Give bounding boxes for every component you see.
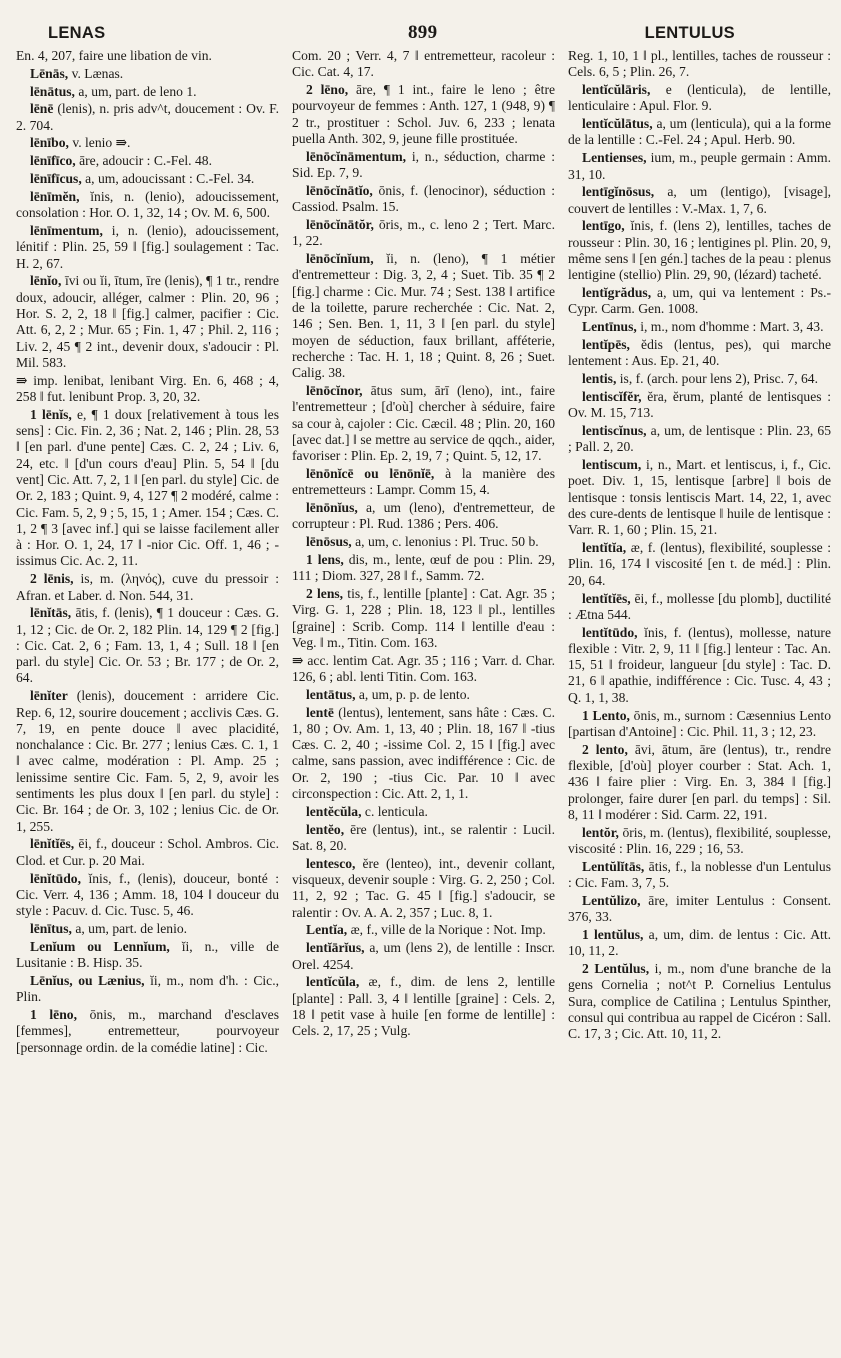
column-3: [568, 48, 831, 1353]
dictionary-entry: [292, 974, 555, 1039]
dictionary-entry: [568, 591, 831, 624]
entry-definition: ōris, m. (lentus), flexibilité, souplesse, viscosité : Plin. 16, 229 ; 16, 53.: [568, 824, 831, 856]
entry-definition: æ, f., ville de la Norique : Not. Imp.: [350, 922, 546, 938]
entry-headword: lentĭpēs,: [582, 337, 630, 353]
entry-headword: lēnĭtūdo,: [30, 870, 81, 886]
left-guide-word: LENAS: [48, 24, 106, 42]
right-guide-word: LENTULUS: [644, 24, 735, 42]
dictionary-entry: [16, 135, 279, 151]
dictionary-entry: [568, 457, 831, 538]
entry-headword: 1 lens,: [306, 551, 344, 567]
entry-headword: lēnōnĭus,: [306, 500, 358, 516]
entry-definition: ōnis, m., marchand d'esclaves [femmes], entremetteur, pourvoyeur [personnage ordin. de la comédie latine] : Cic.: [16, 1006, 279, 1055]
dictionary-entry: [568, 540, 831, 589]
entry-headword: lēnōcĭnāmentum,: [306, 148, 407, 164]
dictionary-entry: [568, 150, 831, 183]
entry-definition: a, um, part. de leno 1.: [78, 83, 197, 99]
dictionary-entry: [292, 149, 555, 182]
entry-definition: ĕre (lenteo), int., devenir collant, visqueux, devenir souple : Virg. G. 2, 250 ; Col. 11, 2, 92 ; Tac. G. 45 ‖ [fig.] s'adoucir, se ralentir : Ov. A. A. 2, 357 ; Luc. 8, 1.: [292, 855, 555, 920]
entry-definition: æ, f. (lentus), flexibilité, souplesse : Plin. 16, 174 ‖ viscosité [en t. de méd.] : Plin. 20, 64.: [568, 540, 831, 588]
dictionary-entry: [16, 871, 279, 920]
dictionary-entry: [292, 383, 555, 464]
entry-headword: lentiscĭfĕr,: [582, 388, 642, 404]
dictionary-entry: [292, 534, 555, 550]
entry-definition: (lenis), doucement : arridere Cic. Rep. 6, 12, sourire doucement ; acclivis Cæs. G. 7, 19, en pente douce ‖ avec placidité, nonchalance : Cic. Br. 277 ; lenius Cæs. C. 1, 1 ‖ avec calme, modération : Pl. Amp. 25 ; lenissime sentire Cic. Fam. 5, 2, 9, avoir les sentiments les plus doux ‖ [en parl. du style] : Cic. Br. 164 ; de Or. 3, 102 ; lenius Cic. de Or. 1, 255.: [16, 688, 279, 834]
entry-definition: a, um, c. lenonius : Pl. Truc. 50 b.: [355, 534, 539, 550]
entry-headword: lēnĭo,: [30, 273, 62, 289]
entry-headword: 2 Lentŭlus,: [582, 961, 650, 977]
entry-headword: lentiscĭnus,: [582, 423, 647, 439]
dictionary-entry: [16, 171, 279, 187]
entry-definition: tis, f., lentille [plante] : Cat. Agr. 35 ; Virg. G. 1, 228 ; Plin. 18, 123 ‖ pl., lentilles [graine] : Scrib. Comp. 114 ‖ lentille d'eau : Veg. ‖ m., Titin. Com. 163.: [292, 586, 555, 650]
entry-headword: 2 lento,: [582, 741, 628, 757]
entry-headword: Lentīnus,: [582, 319, 637, 335]
dictionary-entry: [568, 319, 831, 335]
dictionary-entry: [292, 217, 555, 250]
dictionary-entry: [568, 218, 831, 283]
dictionary-entry: [568, 893, 831, 926]
entry-definition: Com. 20 ; Verr. 4, 7 ‖ entremetteur, racoleur : Cic. Cat. 4, 17.: [292, 48, 555, 80]
entry-headword: lēnōcĭnātĭo,: [306, 182, 373, 198]
entry-headword: lentĭtĭa,: [582, 540, 627, 556]
entry-headword: lentĕo,: [306, 821, 345, 837]
entry-definition: āre, ¶ 1 int., faire le leno ; être pourvoyeur de femmes : Anth. 127, 1 (948, 9) ¶ 2 tr., prostituer : Schol. Juv. 6, 233 ; lenata puella Anth. 302, 9, jeune fille prostituée.: [292, 82, 555, 146]
dictionary-entry: [568, 389, 831, 422]
entry-headword: lēnīmĕn,: [30, 188, 80, 204]
dictionary-entry: [292, 183, 555, 216]
entry-definition: a, um (leno), d'entremetteur, de corrupteur : Pl. Rud. 1386 ; Pers. 406.: [292, 500, 555, 532]
entry-headword: lēnōcĭnātŏr,: [306, 216, 374, 232]
entry-definition: a, um, dim. de lentus : Cic. Att. 10, 11, 2.: [568, 926, 831, 959]
entry-headword: lentesco,: [306, 855, 356, 871]
entry-definition: i, m., nom d'homme : Mart. 3, 43.: [640, 319, 824, 335]
entry-headword: lentē: [306, 704, 334, 720]
page-number: 899: [408, 22, 438, 43]
dictionary-entry: [16, 101, 279, 134]
dictionary-entry: [16, 84, 279, 100]
entry-definition: a, um, de lentisque : Plin. 23, 65 ; Pall. 2, 20.: [568, 423, 831, 455]
dictionary-entry: [568, 742, 831, 823]
entry-headword: Lēnĭus, ou Lænius,: [30, 972, 145, 988]
dictionary-entry: [16, 1007, 279, 1056]
entry-headword: lēnōcĭnĭum,: [306, 251, 374, 267]
entry-headword: lentĭcŭlāris,: [582, 82, 651, 98]
dictionary-entry: [292, 856, 555, 921]
entry-headword: lēnībo,: [30, 135, 69, 151]
entry-definition: ⇛ acc. lentim Cat. Agr. 35 ; 116 ; Varr. d. Char. 126, 6 ; abl. lenti Titin. Com. 163.: [292, 652, 555, 684]
entry-headword: lentīgĭnōsus,: [582, 184, 655, 200]
dictionary-entry: [16, 605, 279, 686]
dictionary-entry: [568, 625, 831, 706]
column-2: [292, 48, 555, 1353]
entry-definition: a, um, qui va lentement : Ps.-Cypr. Carm. Gen. 1008.: [568, 285, 831, 317]
entry-definition: i, n., Mart. et lentiscus, i, f., Cic. poet. Div. 1, 15, lentisque [arbre] ‖ bois de lentisque : tonsis lentiscis Mart. 14, 22, 1, avec des cure-dents de lentisque ‖ huile de lentisque : Varr. R. 1, 60 ; Plin. 15, 21.: [568, 457, 831, 538]
entry-definition: ĭi, n., ville de Lusitanie : B. Hisp. 35.: [16, 938, 279, 971]
entry-headword: lēnītus,: [30, 920, 72, 936]
entry-definition: ēi, f., douceur : Schol. Ambros. Cic. Clod. et Cur. p. 20 Mai.: [16, 836, 279, 868]
entry-definition: ātis, f., la noblesse d'un Lentulus : Cic. Fam. 3, 7, 5.: [568, 858, 831, 891]
entry-definition: is, m. (ληνός), cuve du pressoir : Afran. et Laber. d. Non. 544, 31.: [16, 571, 279, 603]
entry-headword: Lentŭlĭtās,: [582, 858, 645, 874]
entry-definition: a, um (lens 2), de lentille : Inscr. Orel. 4254.: [292, 940, 555, 972]
entry-definition: æ, f., dim. de lens 2, lentille [plante] : Pall. 3, 4 ‖ lentille [graine] : Cels. 2, 18 ‖ petit vase à huile [en forme de lentille] : Cels. 2, 17, 25 ; Vulg.: [292, 974, 555, 1039]
entry-definition: a, um, part. de lenio.: [75, 920, 188, 936]
dictionary-entry: [568, 48, 831, 81]
entry-headword: Lentienses,: [582, 150, 647, 166]
dictionary-entry: [292, 822, 555, 855]
dictionary-entry: [568, 82, 831, 115]
entry-definition: īvi ou ĭi, ītum, īre (lenis), ¶ 1 tr., rendre doux, adoucir, alléger, calmer : Plin. 20, 96 ; Hor. S. 2, 2, 18 ‖ [fig.] calmer, pacifier : Cic. Att. 6, 2, 2 ; Mur. 65 ; Fin. 1, 47 ; Phil. 2, 116 ; Liv. 2, 45 ¶ 2 int., devenir doux, s'adoucir : Pl. Mil. 583.: [16, 273, 279, 370]
entry-definition: dis, m., lente, œuf de pou : Plin. 29, 111 ; Diom. 327, 28 ‖ f., Samm. 72.: [292, 551, 555, 584]
entry-definition: ĭi, n. (leno), ¶ 1 métier d'entremetteur : Dig. 3, 2, 4 ; Suet. Tib. 35 ¶ 2 [fig.] charme : Cic. Mur. 74 ; Sest. 138 ‖ artifice de la toilette, parure recherchée : Cic. Nat. 2, 146 ; Sen. Ben. 1, 11, 3 ‖ [en parl. du style] moyen de séduction, faux brillant, afféterie, recherche : Tac. H. 1, 18 ; Quint. 8, 26 ; Suet. Calig. 38.: [292, 251, 555, 381]
entry-headword: lentĭtĭēs,: [582, 590, 631, 606]
entry-definition: āre, imiter Lentulus : Consent. 376, 33.: [568, 892, 831, 925]
entry-headword: 2 lēnis,: [30, 571, 74, 587]
dictionary-entry: [16, 571, 279, 604]
dictionary-entry: [16, 836, 279, 869]
dictionary-entry: [568, 116, 831, 149]
entry-definition: āvi, ātum, āre (lentus), tr., rendre flexible, [d'où] ployer courber : Stat. Ach. 1, 436 ‖ faire plier : Virg. En. 3, 384 ‖ [fig.] prolonger, faire durer [en parl. du temps] : Sil. 8, 11 ‖ modérer : Sid. Carm. 22, 191.: [568, 741, 831, 822]
entry-definition: ōnis, m., surnom : Cæsennius Lento [partisan d'Antoine] : Cic. Phil. 11, 3 ; 12, 23.: [568, 707, 831, 739]
dictionary-entry: [568, 859, 831, 892]
entry-definition: ĕra, ĕrum, planté de lentisques : Ov. M. 15, 713.: [568, 388, 831, 421]
entry-definition: ĭnis, f. (lens 2), lentilles, taches de rousseur : Plin. 30, 16 ; lentigines pl. Plin. 20, 9, même sens ‖ [en gén.] taches de la peau : plenus lentigine (stellio) Plin. 29, 90, (lézard) tacheté.: [568, 218, 831, 283]
columns: [16, 48, 831, 1353]
entry-headword: lentis,: [582, 371, 617, 387]
entry-definition: v. lenio ⇛.: [72, 135, 131, 151]
dictionary-entry: [16, 223, 279, 272]
entry-headword: lēnīfīcus,: [30, 171, 82, 187]
dictionary-entry: [292, 586, 555, 651]
entry-headword: lēnĭtās,: [30, 605, 72, 621]
dictionary-entry: [292, 922, 555, 938]
entry-definition: is, f. (arch. pour lens 2), Prisc. 7, 64.: [619, 371, 818, 387]
dictionary-entry: [16, 688, 279, 835]
entry-headword: lēnīfīco,: [30, 153, 76, 169]
entry-definition: i, n., séduction, charme : Sid. Ep. 7, 9.: [292, 148, 555, 181]
dictionary-entry: [568, 285, 831, 318]
entry-headword: lentŏr,: [582, 824, 619, 840]
entry-definition: ōnis, f. (lenocinor), séduction : Cassiod. Psalm. 15.: [292, 182, 555, 215]
dictionary-entry: [568, 927, 831, 960]
entry-definition: ātus sum, ārī (leno), int., faire l'entremetteur ; [d'où] chercher à séduire, faire sa cour à, cajoler : Cic. Cæcil. 48 ; Plin. 20, 160 [avec dat.] ‖ se mettre au service de qqch., aider, favoriser : Plin. Ep. 2, 19, 7 ; Quint. 5, 12, 17.: [292, 382, 555, 464]
entry-headword: lēnĭtĭēs,: [30, 836, 75, 852]
entry-headword: lentĭcŭla,: [306, 974, 360, 990]
entry-definition: Reg. 1, 10, 1 ‖ pl., lentilles, taches de rousseur : Cels. 6, 5 ; Plin. 26, 7.: [568, 48, 831, 80]
dictionary-entry: [292, 500, 555, 533]
entry-definition: e (lenticula), de lentille, lenticulaire : Apul. Flor. 9.: [568, 82, 831, 114]
entry-definition: ēre (lentus), int., se ralentir : Lucil. Sat. 8, 20.: [292, 821, 555, 853]
dictionary-entry: [16, 273, 279, 371]
dictionary-entry: [292, 804, 555, 820]
entry-definition: ātis, f. (lenis), ¶ 1 douceur : Cæs. G. 1, 12 ; Cic. de Or. 2, 182 Plin. 14, 129 ¶ 2 [fig.] : Cic. Cat. 2, 6 ; Fam. 13, 1, 4 ; Sull. 18 ‖ [en parl. du style] Cic. Or. 53 ; Br. 177 ; de Or. 2, 64.: [16, 605, 279, 686]
entry-headword: lentĕcŭla,: [306, 803, 362, 819]
entry-headword: lēnĭter: [30, 688, 68, 704]
dictionary-entry: [568, 184, 831, 217]
dictionary-entry: [292, 940, 555, 973]
entry-definition: (lenis), n. pris adv^t, doucement : Ov. F. 2. 704.: [16, 101, 279, 133]
entry-headword: 1 lentŭlus,: [582, 926, 644, 942]
entry-definition: ium, m., peuple germain : Amm. 31, 10.: [568, 150, 831, 182]
entry-definition: ĕdis (lentus, pes), qui marche lentement : Aus. Ep. 21, 40.: [568, 337, 831, 369]
dictionary-entry: [292, 82, 555, 147]
dictionary-entry: [568, 423, 831, 456]
entry-headword: Lēnās,: [30, 65, 69, 81]
entry-headword: lentĭtūdo,: [582, 624, 638, 640]
entry-headword: lēnīmentum,: [30, 222, 103, 238]
entry-definition: ĭnis, f., (lenis), douceur, bonté : Cic. Verr. 4, 136 ; Amm. 18, 104 ‖ douceur du style : Pacuv. d. Cic. Tusc. 5, 46.: [16, 870, 279, 919]
entry-definition: (lentus), lentement, sans hâte : Cæs. C. 1, 80 ; Ov. Am. 1, 13, 40 ; Plin. 18, 167 ‖ -tius Cæs. C. 2, 40 ; -issime Col. 2, 15 ‖ [fig.] avec calme, sans passion, avec indifférence : Cic. de Or. 2, 190 ; -tius Cic. Par. 10 ‖ avec circonspection : Cic. Att. 2, 1, 1.: [292, 704, 555, 802]
entry-headword: Lentŭlizo,: [582, 892, 641, 908]
entry-headword: lentĭārĭus,: [306, 940, 365, 956]
entry-headword: Lenĭum ou Lennĭum,: [30, 938, 170, 954]
entry-headword: lēnōsus,: [306, 534, 352, 550]
dictionary-entry: [16, 973, 279, 1006]
dictionary-entry: [568, 825, 831, 858]
dictionary-entry: [16, 189, 279, 222]
entry-definition: āre, adoucir : C.-Fel. 48.: [79, 153, 212, 169]
entry-definition: ĭnis, n. (lenio), adoucissement, consolation : Hor. O. 1, 32, 14 ; Ov. M. 6, 500.: [16, 188, 279, 221]
entry-headword: lēnē: [30, 101, 54, 117]
dictionary-entry: [292, 552, 555, 585]
entry-headword: lentiscum,: [582, 457, 642, 473]
dictionary-entry: [16, 48, 279, 64]
entry-definition: ēi, f., mollesse [du plomb], ductilité : Ætna 544.: [568, 590, 831, 622]
dictionary-entry: [568, 961, 831, 1042]
page-header: [16, 8, 831, 48]
entry-definition: v. Lænas.: [71, 65, 124, 81]
entry-definition: En. 4, 207, faire une libation de vin.: [16, 48, 212, 63]
entry-headword: 1 Lento,: [582, 707, 630, 723]
entry-headword: lēnātus,: [30, 83, 75, 99]
entry-headword: Lentĭa,: [306, 922, 348, 938]
entry-headword: 1 lēno,: [30, 1006, 77, 1022]
entry-definition: ĭi, m., nom d'h. : Cic., Plin.: [16, 972, 279, 1005]
dictionary-entry: [292, 251, 555, 381]
dictionary-entry: [568, 371, 831, 387]
entry-headword: lentātus,: [306, 686, 356, 702]
dictionary-entry: [292, 466, 555, 499]
entry-headword: 2 lēno,: [306, 82, 349, 98]
entry-definition: e, ¶ 1 doux [relativement à tous les sens] : Cic. Fin. 2, 36 ; Nat. 2, 146 ; Plin. 28, 53 ‖ [en parl. d'une pente] Cæs. C. 2, 24 ; Liv. 6, 24, etc. ‖ [d'un cours d'eau] Plin. 5, 54 ‖ [du vent] Cic. Att. 7, 2, 1 ‖ [en parl. du style] Cic. de Or. 2, 183 ; Quint. 9, 4, 127 ¶ 2 modéré, calme : Cic. Fam. 5, 2, 9 ; 5, 15, 1 ; Amer. 154 ; Cæs. C. 1, 2 ¶ 3 [avec inf.] qui se laisse facilement aller à : Hor. O. 1, 24, 17 ‖ -nior Cic. Off. 1, 46 ; -issimus Cic. Ac. 2, 11.: [16, 406, 279, 569]
entry-headword: lentĭgrădus,: [582, 285, 652, 301]
dictionary-entry: [16, 153, 279, 169]
dictionary-entry: [292, 48, 555, 81]
entry-definition: a, um (lenticula), qui a la forme de la lentille : C.-Fel. 24 ; Apul. Herb. 90.: [568, 116, 831, 148]
entry-definition: a, um, p. p. de lento.: [358, 686, 470, 702]
dictionary-entry: [292, 705, 555, 803]
dictionary-entry: [16, 373, 279, 406]
entry-headword: lentĭcŭlātus,: [582, 116, 653, 132]
entry-headword: 2 lens,: [306, 586, 344, 601]
entry-definition: i, n. (lenio), adoucissement, lénitif : Plin. 25, 59 ‖ [fig.] soulagement : Tac. H. 2, 67.: [16, 222, 279, 271]
dictionary-entry: [16, 407, 279, 570]
entry-headword: lēnōcĭnor,: [306, 382, 363, 398]
entry-definition: a, um, adoucissant : C.-Fel. 34.: [85, 171, 255, 187]
entry-headword: lentīgo,: [582, 218, 625, 234]
dictionary-entry: [292, 687, 555, 703]
dictionary-entry: [568, 337, 831, 370]
dictionary-entry: [16, 66, 279, 82]
entry-definition: ōris, m., c. leno 2 ; Tert. Marc. 1, 22.: [292, 216, 555, 249]
entry-definition: c. lenticula.: [364, 803, 428, 819]
dictionary-entry: [16, 939, 279, 972]
entry-definition: a, um (lentigo), [visage], couvert de lentilles : V.-Max. 1, 7, 6.: [568, 184, 831, 216]
dictionary-entry: [16, 921, 279, 937]
entry-headword: 1 lēnĭs,: [30, 406, 72, 422]
entry-definition: i, m., nom d'une branche de la gens Cornelia ; not^t P. Cornelius Lentulus Sura, complice de Catilina ; Lentulus Spinther, consul qui contribua au rappel de Cicéron : Sall. C. 17, 3 ; Cic. Att. 10, 11, 2.: [568, 961, 831, 1042]
entry-definition: ĭnis, f. (lentus), mollesse, nature flexible : Vitr. 2, 9, 11 ‖ [fig.] lenteur : Tac. An. 15, 51 ‖ froideur, langueur [du style] : Tac. D. 21, 6 ‖ apathie, indifférence : Cic. Tusc. 4, 43 ; Q. 1, 1, 38.: [568, 624, 831, 705]
entry-definition: ⇛ imp. lenibat, lenibant Virg. En. 6, 468 ; 4, 258 ‖ fut. lenibunt Prop. 3, 20, 32.: [16, 372, 279, 404]
dictionary-entry: [292, 653, 555, 686]
entry-headword: lēnōnĭcē ou lēnōnĭē,: [306, 465, 435, 481]
column-1: [16, 48, 279, 1353]
dictionary-entry: [568, 708, 831, 741]
entry-definition: à la manière des entremetteurs : Lampr. Comm 15, 4.: [292, 465, 555, 498]
